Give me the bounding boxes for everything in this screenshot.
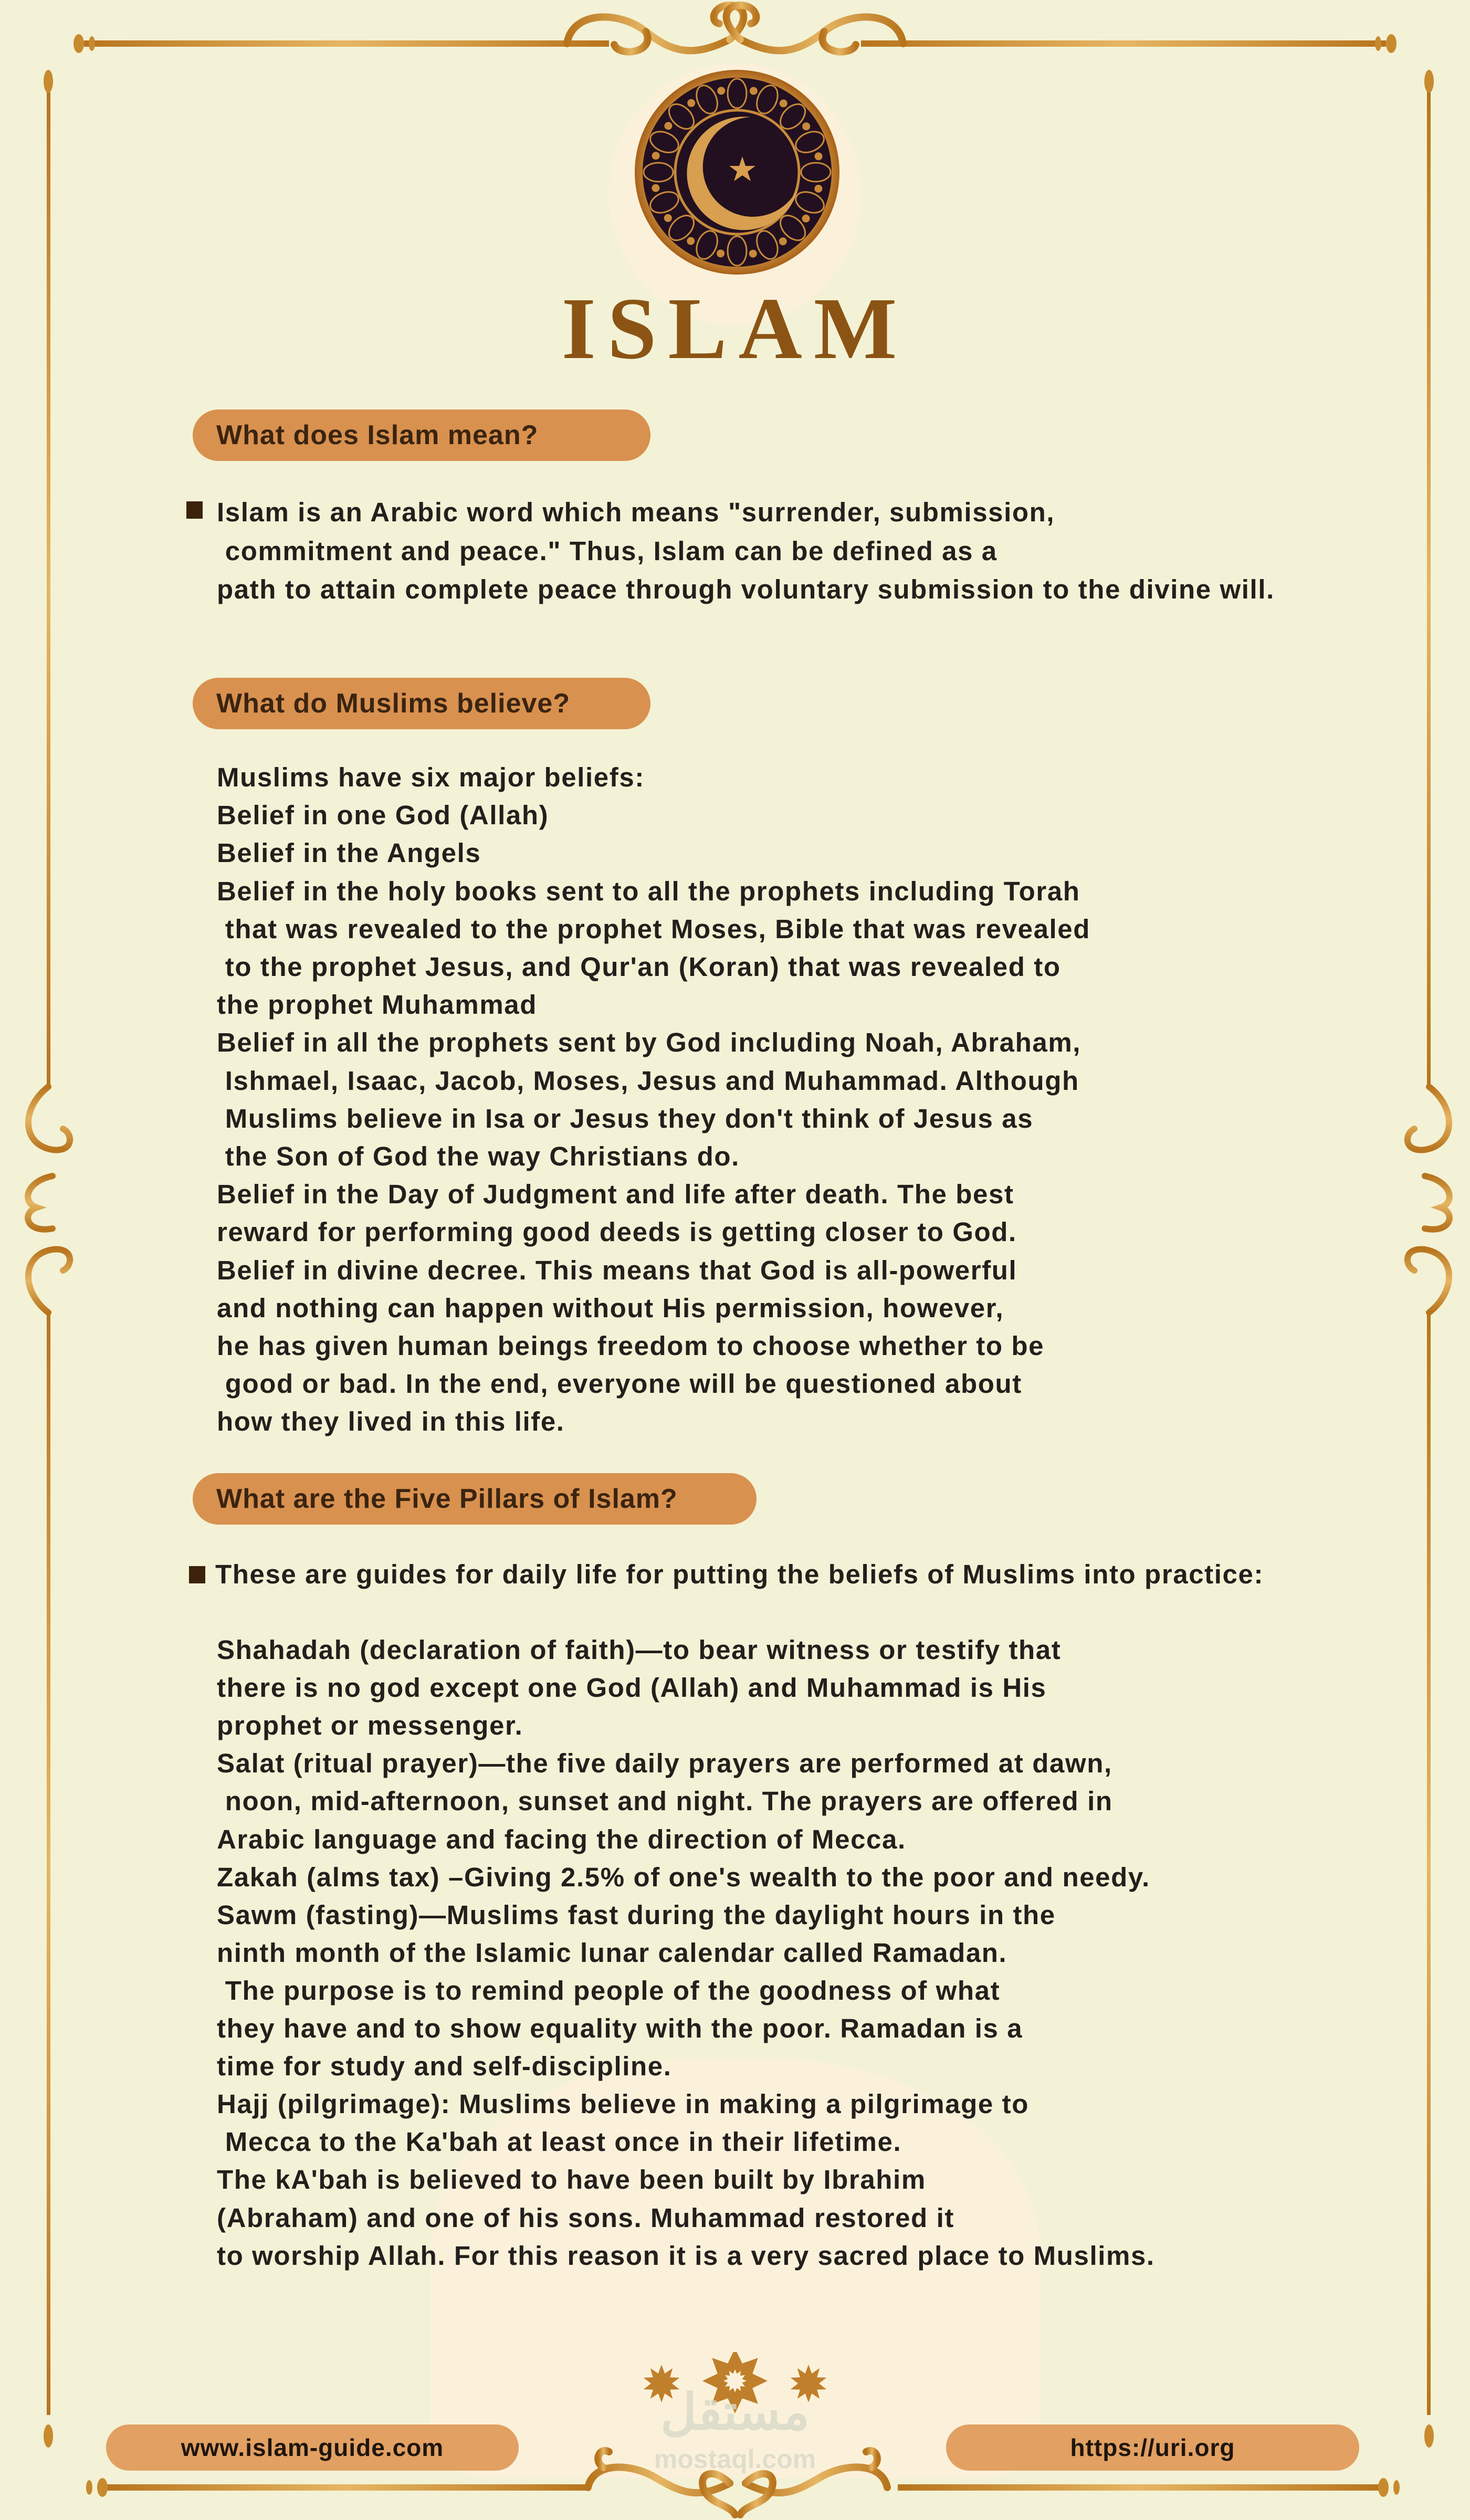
body-text-line: he has given human beings freedom to choose whether to be — [217, 1331, 1045, 1361]
watermark: mostaql.com — [654, 2444, 816, 2474]
body-text-line: the Son of God the way Christians do. — [217, 1141, 740, 1171]
website-link-islam-guide[interactable] — [106, 2424, 519, 2471]
body-text-line: Muslims believe in Isa or Jesus they don't think of Jesus as — [217, 1103, 1034, 1133]
body-text-line: (Abraham) and one of his sons. Muhammad restored it — [217, 2202, 954, 2233]
body-text-line: Islam is an Arabic word which means "surrender, submission, — [217, 497, 1055, 527]
body-text-line: Zakah (alms tax) –Giving 2.5% of one's wealth to the poor and needy. — [217, 1862, 1150, 1892]
website-link-uri[interactable] — [946, 2424, 1359, 2471]
section-heading — [193, 410, 650, 461]
link-label: www.islam-guide.com — [181, 2434, 444, 2461]
body-text-line: to worship Allah. For this reason it is a very sacred place to Muslims. — [217, 2240, 1155, 2271]
watermark: مستقل — [660, 2385, 810, 2440]
section-heading-label: What does Islam mean? — [216, 420, 539, 450]
body-text-line: Belief in one God (Allah) — [217, 800, 549, 831]
body-text-line: prophet or messenger. — [217, 1710, 523, 1741]
body-text-line: Mecca to the Ka'bah at least once in their lifetime. — [217, 2127, 902, 2157]
body-text-line: time for study and self-discipline. — [217, 2051, 672, 2082]
body-text-line: noon, mid-afternoon, sunset and night. The prayers are offered in — [217, 1786, 1113, 1816]
body-text-line: Salat (ritual prayer)—the five daily prayers are performed at dawn, — [217, 1748, 1112, 1779]
body-text-line: Ishmael, Isaac, Jacob, Moses, Jesus and Muhammad. Although — [217, 1065, 1079, 1096]
body-text-line: The kA'bah is believed to have been built by Ibrahim — [217, 2165, 926, 2195]
body-text-line: Arabic language and facing the direction of Mecca. — [217, 1824, 906, 1854]
section-heading-label: What are the Five Pillars of Islam? — [216, 1484, 678, 1514]
body-text-line: commitment and peace." Thus, Islam can be defined as a — [217, 536, 998, 566]
section-heading-label: What do Muslims believe? — [216, 688, 571, 719]
intro-text: These are guides for daily life for putting the beliefs of Muslims into practice: — [215, 1559, 1264, 1589]
body-text-line: to the prophet Jesus, and Qur'an (Koran) that was revealed to — [217, 952, 1061, 982]
body-text-line: Muslims have six major beliefs: — [217, 762, 645, 792]
bullet-square-icon — [189, 1566, 205, 1583]
body-text-line: they have and to show equality with the poor. Ramadan is a — [217, 2013, 1023, 2043]
body-text-line: there is no god except one God (Allah) and Muhammad is His — [217, 1673, 1047, 1703]
body-text-line: Shahadah (declaration of faith)—to bear witness or testify that — [217, 1635, 1062, 1665]
body-text-line: Belief in the Angels — [217, 838, 481, 868]
bullet-square-icon — [186, 501, 203, 519]
body-text-line: Belief in all the prophets sent by God including Noah, Abraham, — [217, 1027, 1082, 1058]
body-text-line: the prophet Muhammad — [217, 990, 538, 1020]
body-text-line: Belief in divine decree. This means that God is all-powerful — [217, 1255, 1017, 1285]
link-label: https://uri.org — [1070, 2434, 1235, 2461]
body-text-line: Hajj (pilgrimage): Muslims believe in making a pilgrimage to — [217, 2089, 1029, 2119]
body-text-line: good or bad. In the end, everyone will be questioned about — [217, 1369, 1022, 1399]
section-heading — [193, 678, 650, 729]
body-text-line: ninth month of the Islamic lunar calendar called Ramadan. — [217, 1937, 1007, 1968]
page-title: ISLAM — [561, 280, 909, 377]
body-text-line: reward for performing good deeds is getting closer to God. — [217, 1217, 1017, 1247]
section-heading — [193, 1473, 757, 1525]
body-text-line: Sawm (fasting)—Muslims fast during the daylight hours in the — [217, 1899, 1056, 1930]
body-text-line: how they lived in this life. — [217, 1406, 565, 1437]
body-text-line: The purpose is to remind people of the goodness of what — [217, 1975, 1001, 2006]
body-text-line: and nothing can happen without His permission, however, — [217, 1293, 1004, 1323]
body-text-line: Belief in the holy books sent to all the prophets including Torah — [217, 876, 1080, 906]
body-text-line: that was revealed to the prophet Moses, Bible that was revealed — [217, 914, 1091, 944]
crescent-star-icon — [632, 67, 842, 277]
body-text-line: path to attain complete peace through voluntary submission to the divine will. — [217, 574, 1275, 604]
body-text-line: Belief in the Day of Judgment and life after death. The best — [217, 1179, 1014, 1210]
